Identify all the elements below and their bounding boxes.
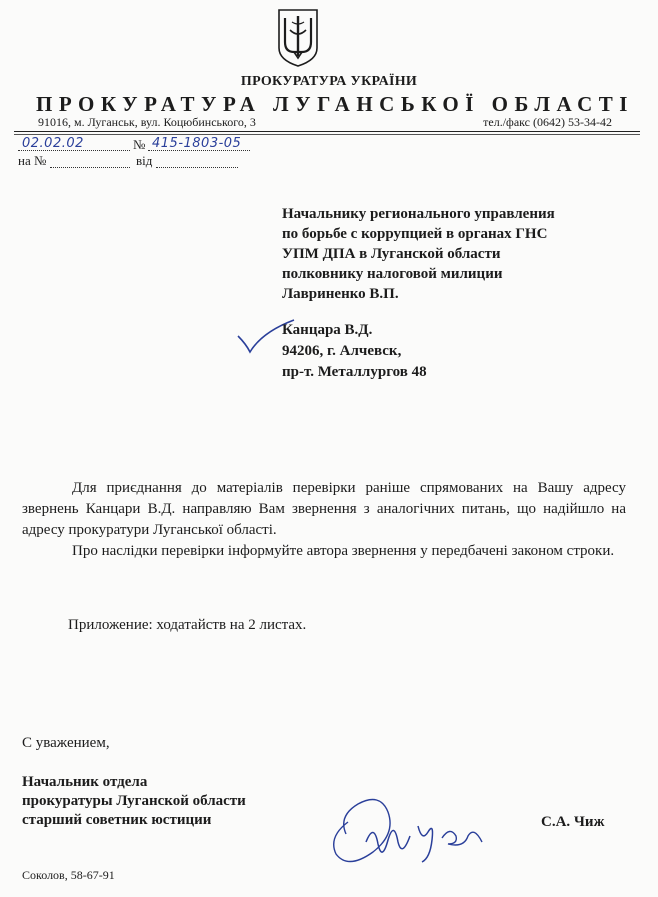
signer-title-line: старший советник юстиции [22,812,212,828]
sender-line: 94206, г. Алчевск, [282,343,402,359]
handwritten-number: 415-1803-05 [152,136,242,151]
signer-title-block [22,773,246,830]
recipient-line: УПМ ДПА в Луганской области [282,246,501,262]
org-phone: тел./факс (0642) 53-34-42 [483,115,612,129]
attachment-note: Приложение: ходатайств на 2 листах. [68,617,307,633]
ref-date-line [156,167,238,168]
recipient-block [282,204,642,304]
ref-number-label: на № [18,153,47,168]
handwritten-signature [318,782,494,872]
org-address: 91016, м. Луганськ, вул. Коцюбинського, 3 [38,115,256,129]
recipient-line: по борьбе с коррупцией в органах ГНС [282,226,548,242]
ref-number-line [50,167,130,168]
sender-line: Канцара В.Д. [282,322,373,338]
executor-contact: Соколов, 58-67-91 [22,868,115,882]
signer-name: С.А. Чиж [541,814,605,830]
trident-emblem-icon [276,8,320,68]
closing-phrase: С уважением, [22,735,110,751]
org-main-title: ПРОКУРАТУРА ЛУГАНСЬКОЇ ОБЛАСТІ [36,92,634,116]
header-divider [14,131,640,132]
handwritten-date: 02.02.02 [22,136,84,151]
ref-date-label: від [136,153,153,168]
number-label: № [133,137,146,152]
signer-title-line: прокуратуры Луганской области [22,793,246,809]
signer-title-line: Начальник отдела [22,774,148,790]
sender-block [282,320,642,383]
sender-line: пр-т. Металлургов 48 [282,364,427,380]
org-parent-title: ПРОКУРАТУРА УКРАЇНИ [240,74,418,89]
body-paragraph: Про наслідки перевірки інформуйте автора звернення у передбачені законом строки. [72,543,615,559]
header-divider-thin [14,134,640,135]
body-paragraph: Для приєднання до матеріалів перевірки раніше спрямованих на Вашу адресу звернень Канцари В.Д. направляю Вам звернення з аналогічних питань, що надійшло на адресу прокуратури Луганської області. [22,480,626,538]
recipient-line: Начальнику регионального управления [282,206,555,222]
recipient-line: Лавриненко В.П. [282,286,399,302]
letter-body [22,478,626,562]
recipient-line: полковнику налоговой милиции [282,266,503,282]
